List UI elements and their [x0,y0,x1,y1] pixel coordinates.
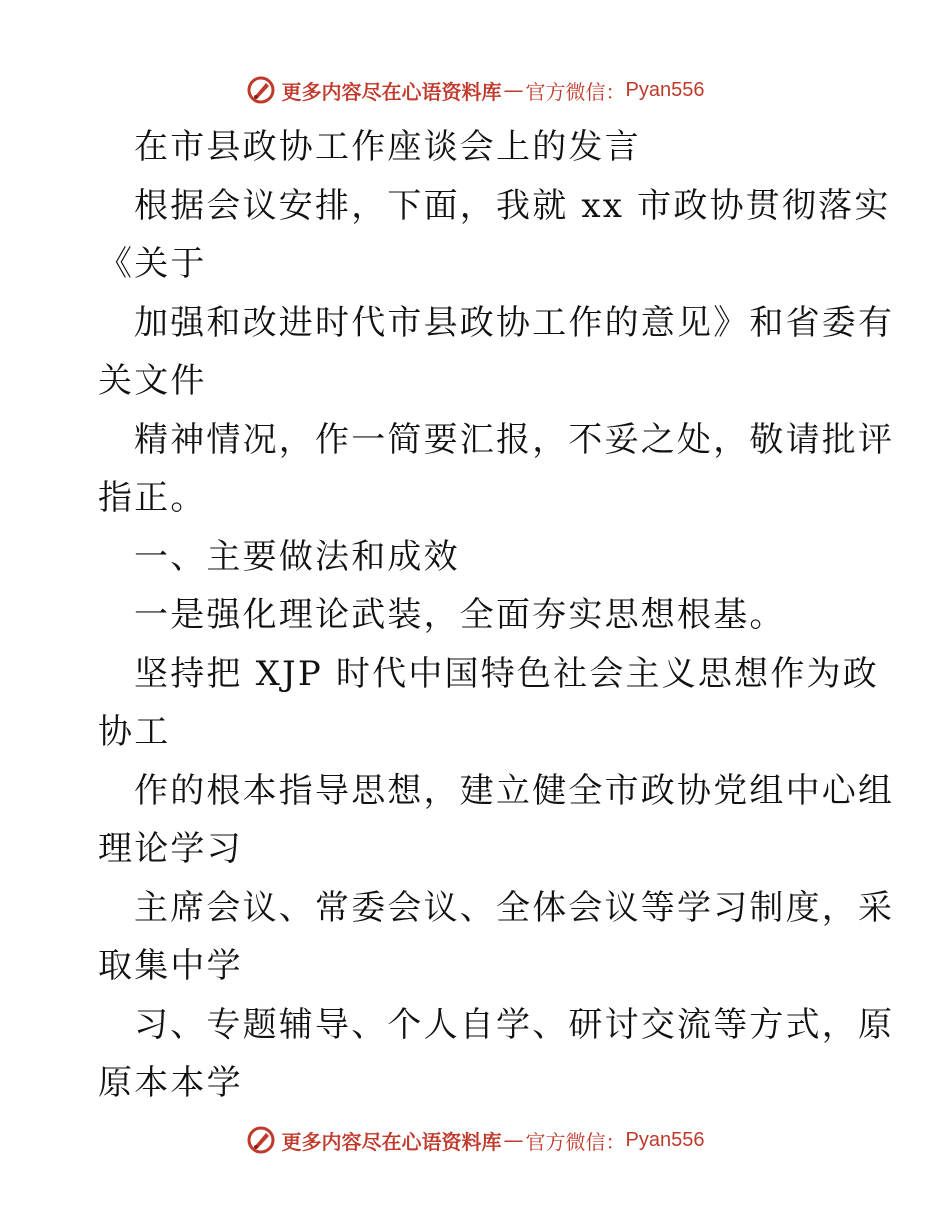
banner-text-left: 更多内容尽在心语资料库 [281,1129,502,1154]
paragraph-line: 习、专题辅导、个人自学、研讨交流等方式，原 [134,1004,895,1045]
paragraph-line: 协工 [98,712,171,752]
paragraph-line: 原本本学 [98,1063,243,1103]
banner-text-left: 更多内容尽在心语资料库 [281,79,502,104]
paragraph-line: 理论学习 [98,829,243,869]
paragraph-line: 加强和改进时代市县政协工作的意见》和省委有 [134,302,895,343]
document-title: 在市县政协工作座谈会上的发言 [134,127,641,167]
paragraph-line: 取集中学 [98,946,243,986]
paragraph-line: 作的根本指导思想，建立健全市政协党组中心组 [134,770,895,811]
header-watermark-banner [0,70,950,110]
paragraph-line: 关文件 [98,361,207,401]
pen-nib-logo-icon [246,1125,276,1155]
paragraph-line: 精神情况，作一简要汇报，不妥之处，敬请批评 [134,419,895,460]
paragraph-line: 《关于 [98,244,207,284]
banner-text-right: 官方微信： [525,79,626,104]
section-heading: 一、主要做法和成效 [134,536,460,577]
paragraph-line: 坚持把 XJP 时代中国特色社会主义思想作为政 [134,653,879,694]
paragraph-line: 主席会议、常委会议、全体会议等学习制度，采 [134,887,895,928]
paragraph-line: 指正。 [98,478,207,518]
banner-text-right: 官方微信： [525,1129,626,1154]
pen-nib-logo-icon [246,75,276,105]
banner-dash: — [503,78,524,102]
paragraph-line: 一是强化理论武装，全面夯实思想根基。 [134,595,786,635]
paragraph-line: 根据会议安排，下面，我就 xx 市政协贯彻落实 [134,185,891,226]
banner-wechat-id: Pyan556 [625,78,705,101]
footer-watermark-banner [0,1120,950,1160]
document-body [98,118,895,1113]
banner-wechat-id: Pyan556 [625,1128,705,1151]
banner-dash: — [503,1128,524,1152]
